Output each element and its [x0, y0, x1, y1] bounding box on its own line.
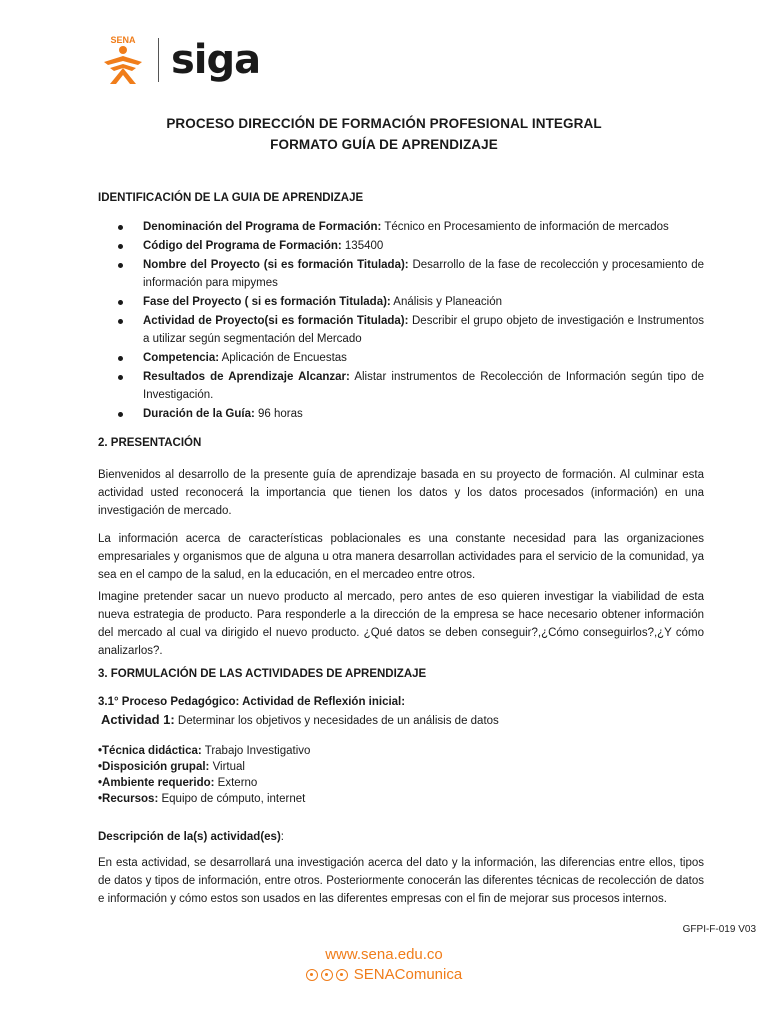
- item-value: Describir el grupo objeto de investigación e Instrumentos a utilizar según segmentación del Mercado: [143, 315, 704, 345]
- item-value: 135400: [341, 240, 384, 252]
- activity-details-list: [98, 743, 698, 807]
- form-code: GFPI-F-019 V03: [682, 924, 756, 935]
- description-label: Descripción de la(s) actividad(es): [98, 831, 281, 843]
- item-label: Denominación del Programa de Formación:: [143, 221, 382, 233]
- list-item: [98, 791, 698, 807]
- bullet-icon: [118, 375, 123, 380]
- item-label: Código del Programa de Formación:: [143, 240, 342, 252]
- detail-value: Externo: [214, 777, 258, 789]
- document-title-line1: PROCESO DIRECCIÓN DE FORMACIÓN PROFESIONAL INTEGRAL: [166, 116, 602, 131]
- list-item: [98, 312, 704, 348]
- activity-subheading: 3.1° Proceso Pedagógico: Actividad de Reflexión inicial:: [98, 696, 406, 708]
- bullet-icon: [118, 225, 123, 230]
- detail-value: Virtual: [209, 761, 245, 773]
- list-item: [98, 743, 698, 759]
- activities-heading: 3. FORMULACIÓN DE LAS ACTIVIDADES DE APRENDIZAJE: [98, 668, 427, 680]
- item-label: Nombre del Proyecto (si es formación Titulada):: [143, 259, 409, 271]
- identification-list: [98, 218, 704, 423]
- item-value: Técnico en Procesamiento de información de mercados: [381, 221, 669, 233]
- logo-divider: [158, 38, 159, 82]
- presentation-paragraph-2: La información acerca de características poblacionales es una constante necesidad para las organizaciones empresariales y organismos que de alguna u otra manera desarrollan actividades para el servicio de la comunidad, ya sea en el campo de la salud, en la educación, en el mercadeo entre otros.: [98, 533, 704, 581]
- list-item: [98, 368, 704, 404]
- presentation-paragraph-3: Imagine pretender sacar un nuevo producto al mercado, pero antes de eso quieren investigar la viabilidad de esta nueva estrategia de producto. Para responderle a la dirección de la empresa se hace necesario obtener información del mercado al cual va dirigido el nuevo producto. ¿Qué datos se deben conseguir?,¿Cómo conseguirlos?,¿Y cómo analizarlos?.: [98, 591, 704, 657]
- footer-website: www.sena.edu.co: [325, 946, 443, 963]
- bullet-icon: [118, 356, 123, 361]
- list-item: [98, 218, 704, 236]
- twitter-icon: [336, 969, 348, 981]
- detail-label: •Técnica didáctica:: [98, 745, 202, 757]
- footer-social: [0, 966, 768, 983]
- identification-heading: IDENTIFICACIÓN DE LA GUIA DE APRENDIZAJE: [98, 192, 364, 204]
- activity-1-line: [101, 712, 499, 727]
- item-value: Análisis y Planeación: [390, 296, 502, 308]
- list-item: [98, 293, 704, 311]
- sena-logo-text: SENA: [110, 35, 136, 45]
- bullet-icon: [118, 244, 123, 249]
- bullet-icon: [118, 263, 123, 268]
- item-label: Fase del Proyecto ( si es formación Titulada):: [143, 296, 391, 308]
- list-item: [98, 237, 704, 255]
- document-title-line2: FORMATO GUÍA DE APRENDIZAJE: [270, 137, 498, 152]
- instagram-icon: [306, 969, 318, 981]
- detail-label: •Ambiente requerido:: [98, 777, 215, 789]
- activity-1-label: Actividad 1:: [101, 712, 175, 727]
- list-item: [98, 349, 704, 367]
- description-heading: [98, 831, 284, 843]
- list-item: [98, 759, 698, 775]
- detail-value: Equipo de cómputo, internet: [158, 793, 306, 805]
- description-colon: :: [280, 831, 284, 843]
- sena-logo: [98, 34, 148, 86]
- detail-label: •Recursos:: [98, 793, 159, 805]
- social-handle: SENAComunica: [353, 966, 463, 983]
- detail-label: •Disposición grupal:: [98, 761, 210, 773]
- bullet-icon: [118, 319, 123, 324]
- item-label: Resultados de Aprendizaje Alcanzar:: [143, 371, 350, 383]
- presentation-heading: 2. PRESENTACIÓN: [98, 437, 202, 449]
- list-item: [98, 256, 704, 292]
- item-value: Aplicación de Encuestas: [219, 352, 347, 364]
- list-item: [98, 405, 704, 423]
- detail-value: Trabajo Investigativo: [201, 745, 311, 757]
- activity-1-text: Determinar los objetivos y necesidades de un análisis de datos: [174, 715, 499, 727]
- item-value: 96 horas: [254, 408, 303, 420]
- description-paragraph: En esta actividad, se desarrollará una investigación acerca del dato y la información, las diferencias entre ellos, tipos de datos y tipos de información, entre otros. Posteriormente conocerán las diferentes técnicas de recolección de datos e información y cómo estos son usados en las diferentes empresas con el fin de mejorar sus procesos internos.: [98, 857, 704, 905]
- item-label: Actividad de Proyecto(si es formación Titulada):: [143, 315, 409, 327]
- item-value: Alistar instrumentos de Recolección de Información según tipo de Investigación.: [143, 371, 704, 401]
- siga-logo: [171, 37, 261, 83]
- item-value: Desarrollo de la fase de recolección y procesamiento de información para mipymes: [143, 259, 704, 289]
- item-label: Competencia:: [143, 352, 220, 364]
- siga-logo-text: siga: [171, 37, 261, 83]
- presentation-paragraph-1: Bienvenidos al desarrollo de la presente guía de aprendizaje basada en su proyecto de formación. Al culminar esta actividad usted reconocerá la importancia que tienen los datos y los datos procesados (información) en una investigación de mercado.: [98, 469, 704, 517]
- list-item: [98, 775, 698, 791]
- bullet-icon: [118, 300, 123, 305]
- bullet-icon: [118, 412, 123, 417]
- item-label: Duración de la Guía:: [143, 408, 255, 420]
- header-logos: [98, 34, 260, 86]
- facebook-icon: [321, 969, 333, 981]
